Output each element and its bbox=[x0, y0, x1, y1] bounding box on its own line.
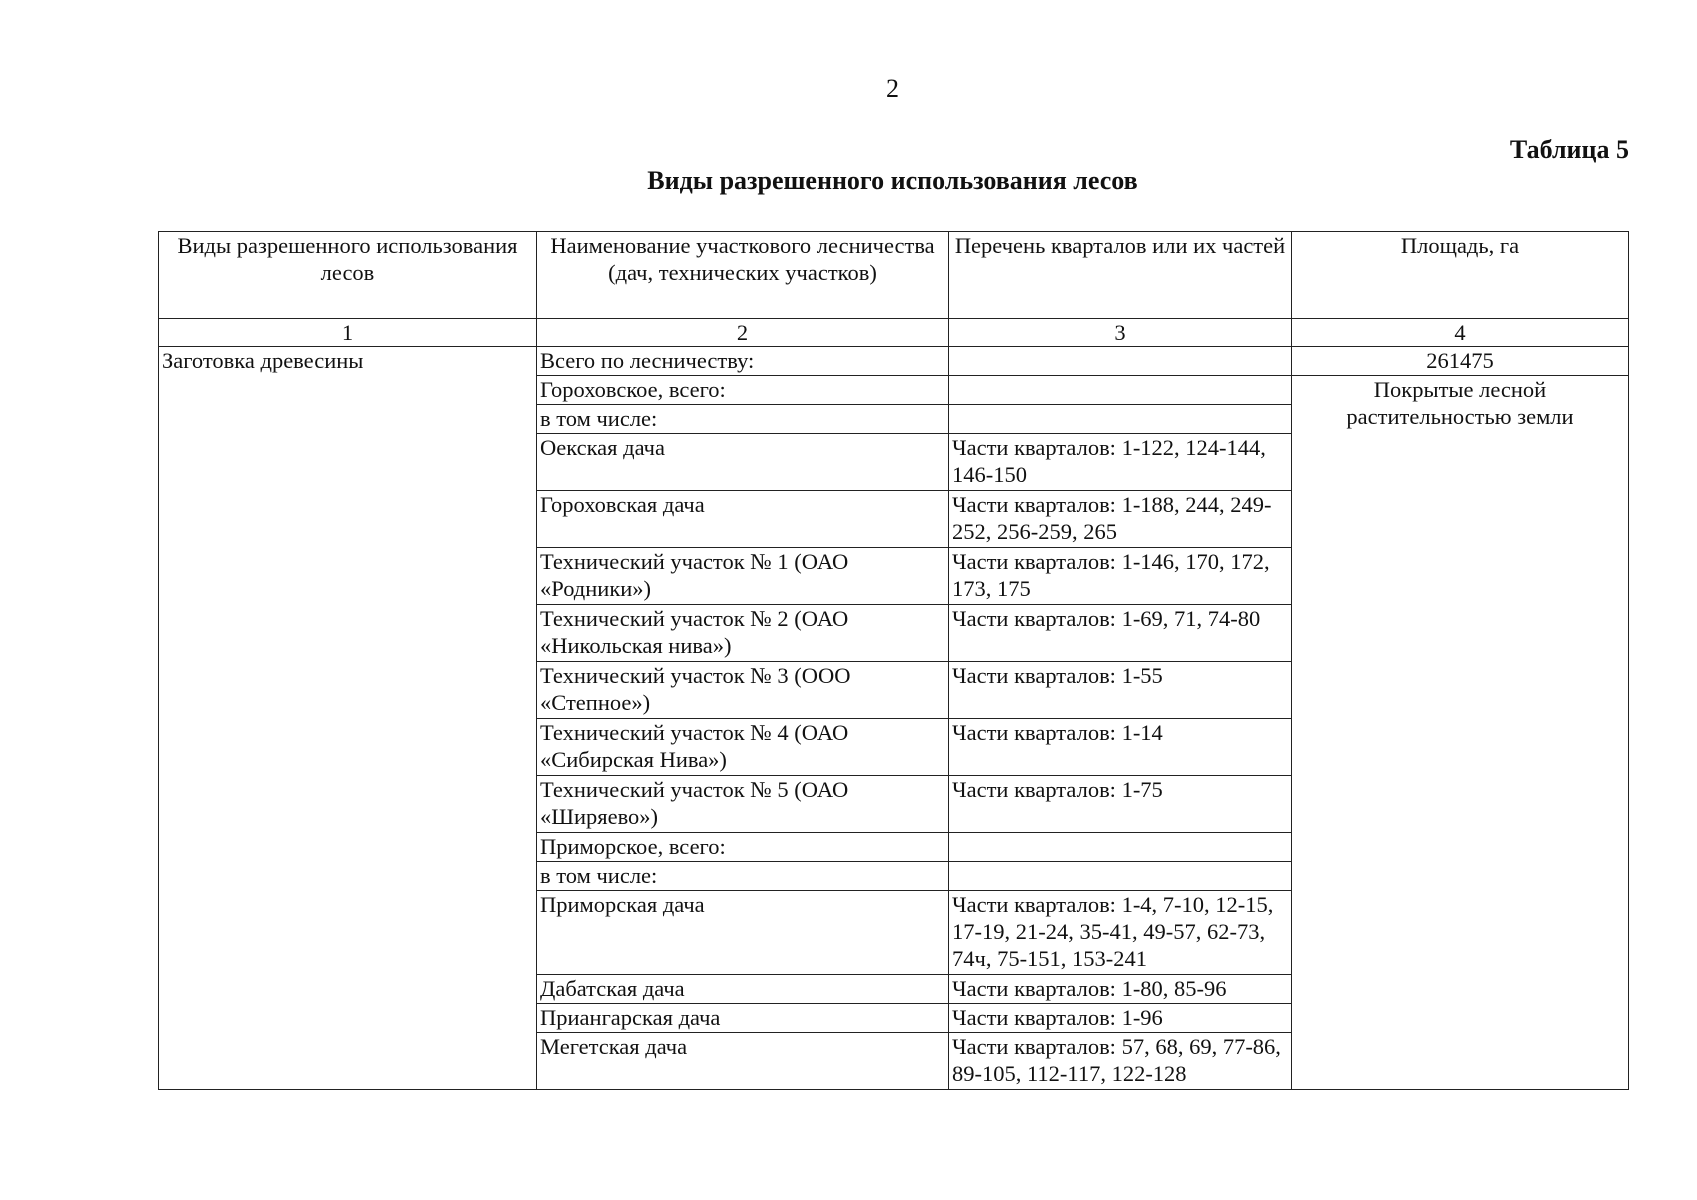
usage-type-cell: Заготовка древесины bbox=[159, 347, 537, 1090]
forestry-name-cell: Гороховская дача bbox=[537, 491, 949, 548]
quarters-cell: Части кварталов: 1-146, 170, 172, 173, 175 bbox=[949, 548, 1292, 605]
quarters-cell: Части кварталов: 1-188, 244, 249-252, 256-259, 265 bbox=[949, 491, 1292, 548]
page-number: 2 bbox=[886, 74, 899, 103]
quarters-cell bbox=[949, 376, 1292, 405]
forestry-name-cell: Оекская дача bbox=[537, 434, 949, 491]
forestry-name-cell: Технический участок № 3 (ООО «Степное») bbox=[537, 662, 949, 719]
forestry-name-cell: Технический участок № 4 (ОАО «Сибирская Нива») bbox=[537, 719, 949, 776]
forestry-name-cell: Мегетская дача bbox=[537, 1033, 949, 1090]
quarters-cell: Части кварталов: 1-122, 124-144, 146-150 bbox=[949, 434, 1292, 491]
table-label: Таблица 5 bbox=[1509, 135, 1629, 164]
column-number: 4 bbox=[1292, 319, 1629, 347]
forestry-name-cell: Приморская дача bbox=[537, 891, 949, 975]
quarters-cell: Части кварталов: 1-14 bbox=[949, 719, 1292, 776]
forestry-name-cell: Технический участок № 1 (ОАО «Родники») bbox=[537, 548, 949, 605]
header-quarters: Перечень кварталов или их частей bbox=[949, 232, 1292, 319]
header-forestry-name: Наименование участкового лесничества (дач, технических участков) bbox=[537, 232, 949, 319]
quarters-cell: Части кварталов: 1-75 bbox=[949, 776, 1292, 833]
quarters-cell: Части кварталов: 1-80, 85-96 bbox=[949, 975, 1292, 1004]
quarters-cell bbox=[949, 862, 1292, 891]
document-title: Виды разрешенного использования лесов bbox=[647, 166, 1138, 195]
quarters-cell: Части кварталов: 1-96 bbox=[949, 1004, 1292, 1033]
forestry-name-cell: Технический участок № 5 (ОАО «Ширяево») bbox=[537, 776, 949, 833]
forestry-name-cell: Приморское, всего: bbox=[537, 833, 949, 862]
usage-table bbox=[158, 231, 1629, 1090]
forestry-name-cell: в том числе: bbox=[537, 405, 949, 434]
forestry-name-cell: Приангарская дача bbox=[537, 1004, 949, 1033]
quarters-cell: Части кварталов: 1-55 bbox=[949, 662, 1292, 719]
header-usage-type: Виды разрешенного использования лесов bbox=[159, 232, 537, 319]
forestry-name-cell: Гороховское, всего: bbox=[537, 376, 949, 405]
quarters-cell bbox=[949, 347, 1292, 376]
quarters-cell: Части кварталов: 1-4, 7-10, 12-15, 17-19, 21-24, 35-41, 49-57, 62-73, 74ч, 75-151, 153-241 bbox=[949, 891, 1292, 975]
table-row bbox=[159, 347, 1629, 376]
quarters-cell: Части кварталов: 57, 68, 69, 77-86, 89-105, 112-117, 122-128 bbox=[949, 1033, 1292, 1090]
quarters-cell: Части кварталов: 1-69, 71, 74-80 bbox=[949, 605, 1292, 662]
quarters-cell bbox=[949, 405, 1292, 434]
column-number: 1 bbox=[159, 319, 537, 347]
forestry-name-cell: в том числе: bbox=[537, 862, 949, 891]
forestry-name-cell: Всего по лесничеству: bbox=[537, 347, 949, 376]
area-note-cell: Покрытые лесной растительностью земли bbox=[1292, 376, 1629, 1090]
column-number: 3 bbox=[949, 319, 1292, 347]
forestry-name-cell: Технический участок № 2 (ОАО «Никольская нива») bbox=[537, 605, 949, 662]
column-number: 2 bbox=[537, 319, 949, 347]
header-area: Площадь, га bbox=[1292, 232, 1629, 319]
table-header-row bbox=[159, 232, 1629, 319]
column-number-row bbox=[159, 319, 1629, 347]
forestry-name-cell: Дабатская дача bbox=[537, 975, 949, 1004]
quarters-cell bbox=[949, 833, 1292, 862]
area-total-cell: 261475 bbox=[1292, 347, 1629, 376]
